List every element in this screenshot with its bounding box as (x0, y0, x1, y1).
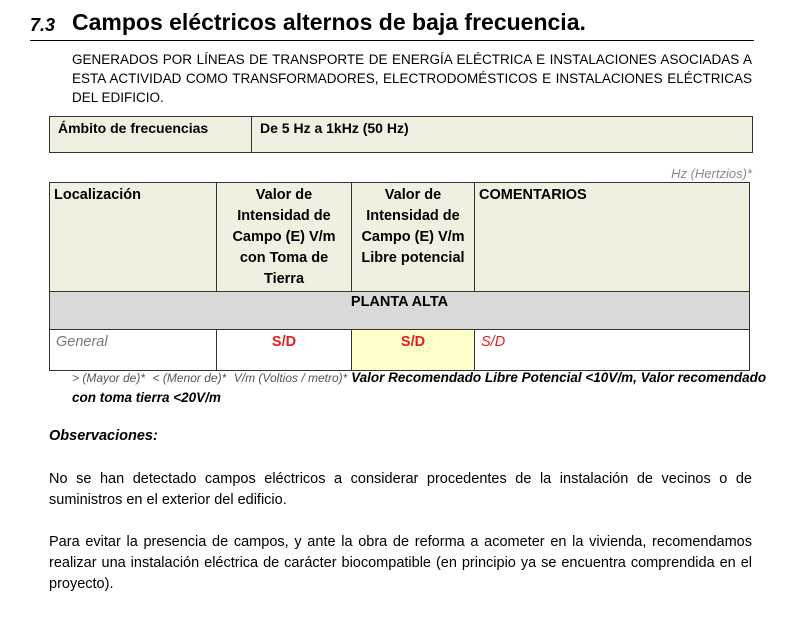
observations-paragraph-2: Para evitar la presencia de campos, y ante la obra de reforma a acometer en la vivienda, recomendamos realizar una instalación eléctrica de carácter biocompatible (en principio ya se encuentra comprendida en el proyecto). (49, 534, 752, 592)
legend-unit: V/m (Voltios / metro)* (233, 371, 348, 385)
measurement-table (49, 182, 750, 371)
table-header-row (50, 183, 750, 292)
header-location: Localización (50, 183, 217, 292)
row-location: General (50, 330, 217, 371)
frequency-table (49, 116, 753, 153)
frequency-value: De 5 Hz a 1kHz (50 Hz) (252, 117, 753, 153)
section-subtitle: GENERADOS POR LÍNEAS DE TRANSPORTE DE ENERGÍA ELÉCTRICA E INSTALACIONES ASOCIADAS A ESTA ACTIVIDAD COMO TRANSFORMADORES, ELECTRODOMÉSTICOS E INSTALACIONES ELÉCTRICAS DEL EDIFICIO. (72, 52, 752, 105)
header-comments: COMENTARIOS (475, 183, 750, 292)
section-heading (30, 8, 754, 41)
legend-less-than: < (Menor de)* (152, 371, 227, 385)
observations-paragraph-1: No se han detectado campos eléctricos a considerar procedentes de la instalación de vecinos o de suministros en el exterior del edificio. (49, 471, 752, 508)
section-label: PLANTA ALTA (50, 292, 750, 330)
legend (72, 368, 772, 408)
legend-recommendation: Valor Recomendado Libre Potencial <10V/m, Valor recomendado con toma tierra <20V/m (72, 370, 767, 405)
frequency-label: Ámbito de frecuencias (50, 117, 252, 153)
row-value-with-ground: S/D (217, 330, 352, 371)
row-value-free-potential: S/D (352, 330, 475, 371)
header-free-potential: Valor de Intensidad de Campo (E) V/m Libre potencial (352, 183, 475, 292)
header-with-ground: Valor de Intensidad de Campo (E) V/m con Toma de Tierra (217, 183, 352, 292)
section-title: Campos eléctricos alternos de baja frecuencia. (72, 9, 586, 35)
table-row (50, 330, 750, 371)
section-number: 7.3 (30, 15, 56, 35)
legend-greater-than: > (Mayor de)* (72, 371, 146, 385)
section-row (50, 292, 750, 330)
unit-note: Hz (Hertzios)* (671, 166, 752, 181)
observations-title: Observaciones: (49, 428, 158, 444)
row-comment: S/D (475, 330, 750, 371)
